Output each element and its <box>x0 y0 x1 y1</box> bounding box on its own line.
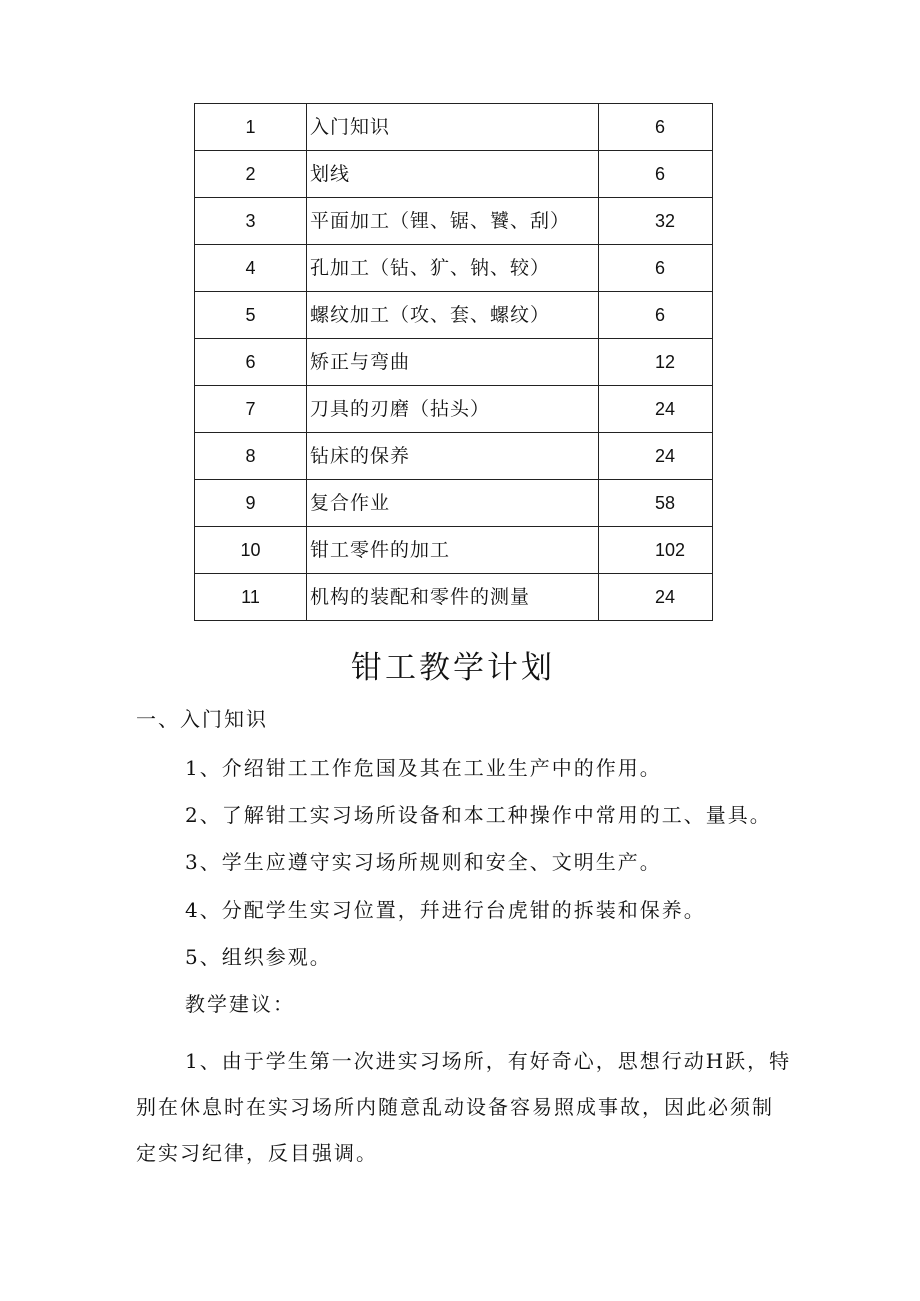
row-hours: 24 <box>599 574 713 621</box>
list-item: 4、分配学生实习位置，幷进行台虎钳的拆装和保养。 <box>185 898 706 922</box>
row-topic: 入门知识 <box>307 104 599 151</box>
paragraph-line: 别在休息时在实习场所内随意乱动设备容易照成事故，因此必须制 <box>136 1095 774 1119</box>
row-hours: 32 <box>599 198 713 245</box>
table-row <box>195 480 713 527</box>
row-number: 2 <box>195 151 307 198</box>
table-row <box>195 198 713 245</box>
table-row <box>195 292 713 339</box>
list-item: 1、介绍钳工工作危国及其在工业生产中的作用。 <box>185 756 662 780</box>
table-row <box>195 104 713 151</box>
table-row <box>195 151 713 198</box>
row-topic: 机构的装配和零件的测量 <box>307 574 599 621</box>
row-hours: 24 <box>599 433 713 480</box>
row-hours: 6 <box>599 292 713 339</box>
row-hours: 58 <box>599 480 713 527</box>
row-topic: 矫正与弯曲 <box>307 339 599 386</box>
row-topic: 螺纹加工（攻、套、螺纹） <box>307 292 599 339</box>
row-hours: 102 <box>599 527 713 574</box>
table-row <box>195 386 713 433</box>
table-row <box>195 574 713 621</box>
row-number: 9 <box>195 480 307 527</box>
row-number: 5 <box>195 292 307 339</box>
row-topic: 孔加工（钻、犷、钠、较） <box>307 245 599 292</box>
syllabus-table <box>194 103 713 621</box>
table-row <box>195 433 713 480</box>
page-title: 钳工教学计划 <box>351 650 555 686</box>
paragraph-line: 定实习纪律，反目强调。 <box>136 1141 378 1165</box>
syllabus-table-body <box>195 104 713 621</box>
row-number: 11 <box>195 574 307 621</box>
row-hours: 12 <box>599 339 713 386</box>
row-number: 4 <box>195 245 307 292</box>
row-number: 6 <box>195 339 307 386</box>
paragraph-line: 1、由于学生第一次进实习场所，有好奇心，思想行动H跃，特 <box>185 1049 792 1073</box>
list-item: 3、学生应遵守实习场所规则和安全、文明生产。 <box>185 850 662 874</box>
table-row <box>195 245 713 292</box>
row-topic: 划线 <box>307 151 599 198</box>
list-item: 5、组织参观。 <box>185 945 332 969</box>
row-topic: 刀具的刃磨（拈头） <box>307 386 599 433</box>
row-topic: 平面加工（锂、锯、饕、刮） <box>307 198 599 245</box>
teaching-advice-label: 教学建议： <box>185 992 295 1016</box>
row-topic: 钻床的保养 <box>307 433 599 480</box>
row-hours: 6 <box>599 104 713 151</box>
row-number: 7 <box>195 386 307 433</box>
row-hours: 6 <box>599 245 713 292</box>
row-hours: 6 <box>599 151 713 198</box>
table-row <box>195 339 713 386</box>
row-topic: 复合作业 <box>307 480 599 527</box>
table-row <box>195 527 713 574</box>
list-item: 2、了解钳工实习场所设备和本工种操作中常用的工、量具。 <box>185 803 772 827</box>
section-heading: 一、入门知识 <box>136 707 268 731</box>
row-number: 1 <box>195 104 307 151</box>
row-hours: 24 <box>599 386 713 433</box>
row-number: 3 <box>195 198 307 245</box>
teaching-advice-paragraph <box>136 1038 792 1176</box>
row-topic: 钳工零件的加工 <box>307 527 599 574</box>
row-number: 10 <box>195 527 307 574</box>
row-number: 8 <box>195 433 307 480</box>
